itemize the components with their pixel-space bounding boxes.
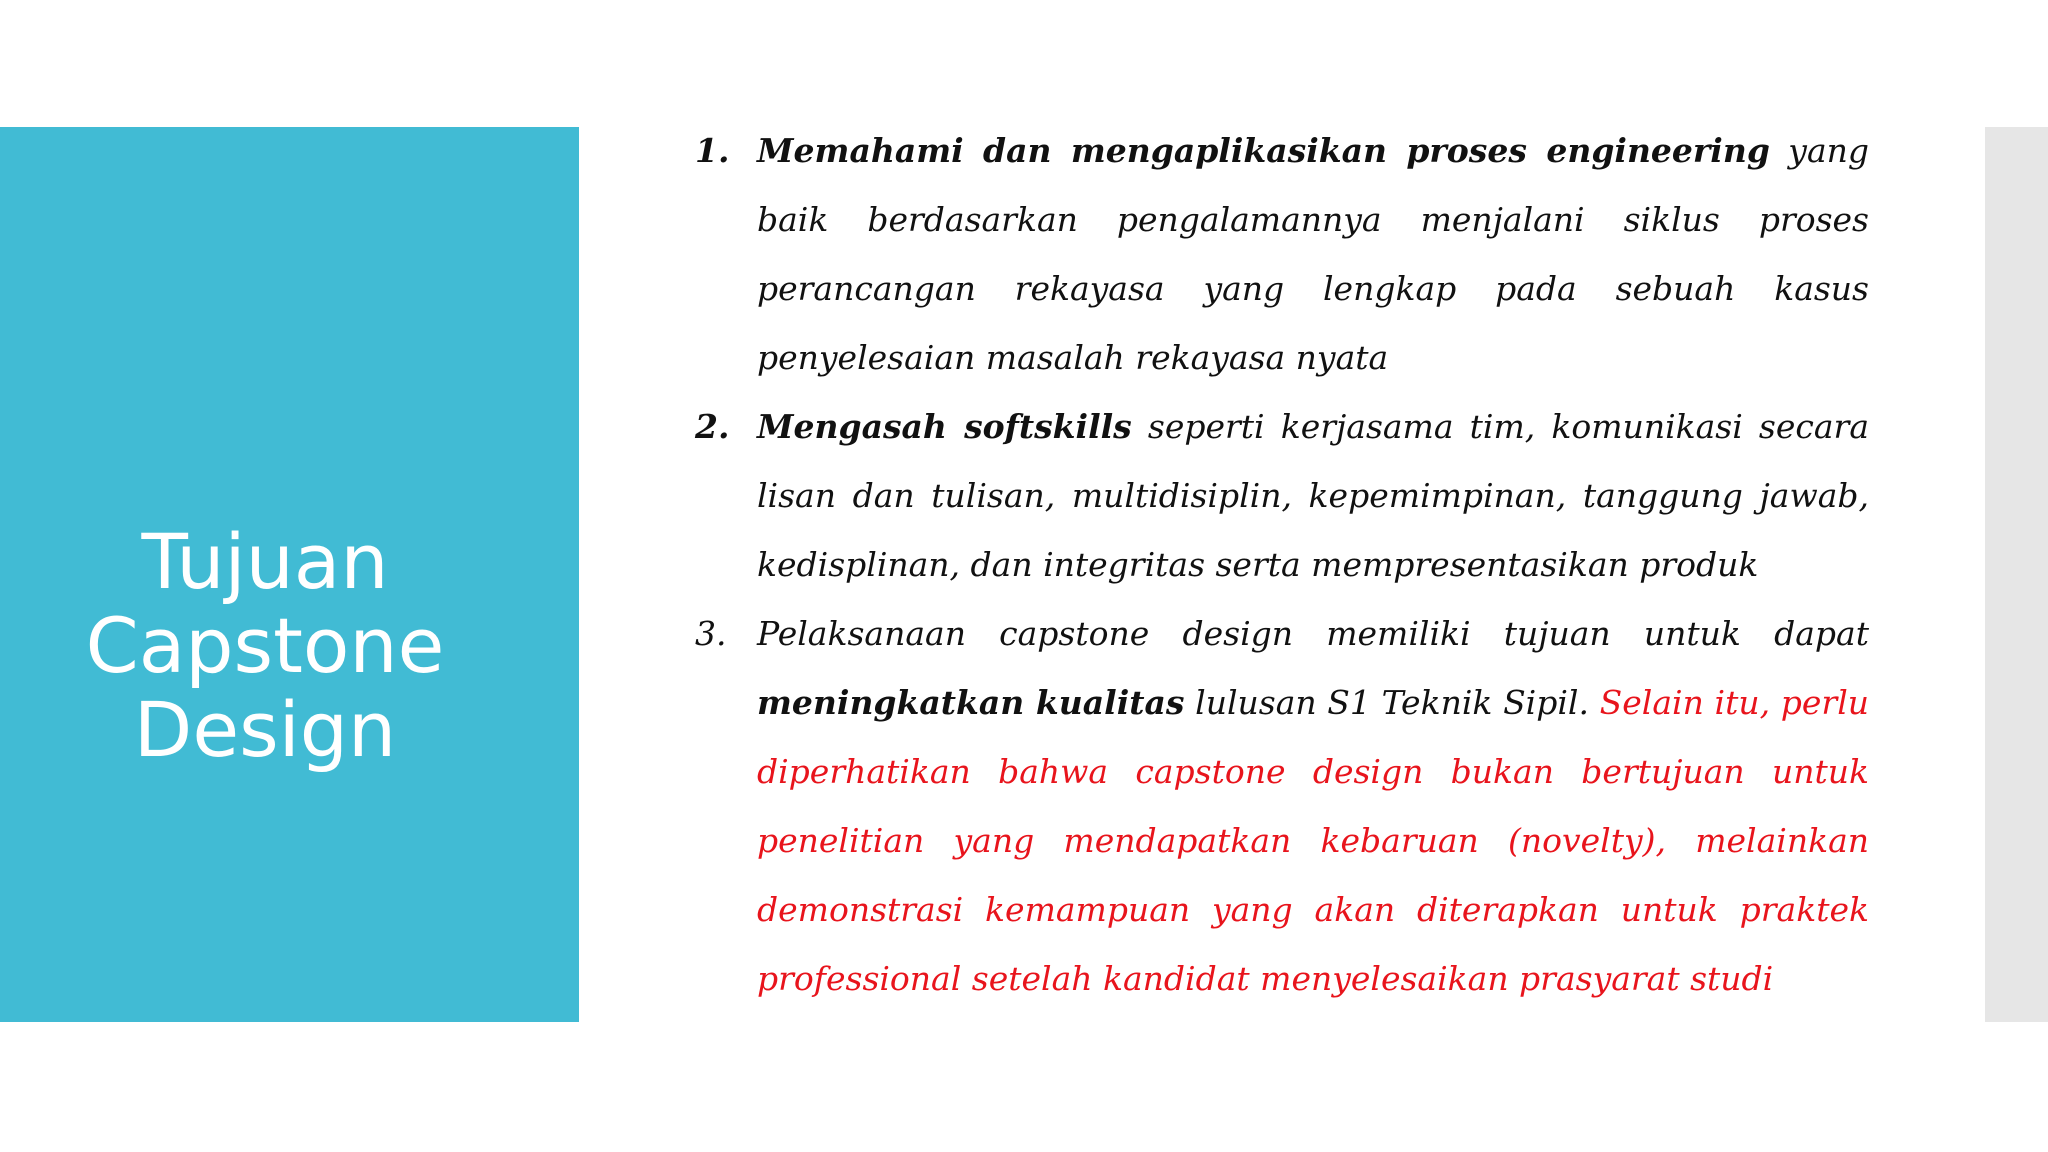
list-item-2 <box>695 392 1869 599</box>
item-text-after: lulusan S1 Teknik Sipil. <box>1184 683 1600 722</box>
item-number: 2. <box>695 407 730 446</box>
item-number: 1. <box>695 131 730 170</box>
item-bold-text: Mengasah softskills <box>757 407 1132 446</box>
item-number: 3. <box>695 614 727 653</box>
item-text: seperti kerjasama tim, komunikasi secara lisan dan tulisan, multidisiplin, kepemimpinan, tanggung jawab, kedisplinan, dan integritas serta mempresentasikan produk <box>757 407 1869 584</box>
title-line-3: Design <box>133 685 397 774</box>
list-item-3 <box>695 599 1869 1013</box>
objectives-list <box>695 116 1869 1013</box>
item-text-before: Pelaksanaan capstone design memiliki tujuan untuk dapat <box>757 614 1869 653</box>
title-line-2: Capstone <box>85 601 445 690</box>
decorative-side-bar <box>1985 127 2048 1022</box>
item-bold-text: Memahami dan mengaplikasikan proses engineering <box>757 131 1770 170</box>
item-text: yang baik berdasarkan pengalamannya menjalani siklus proses perancangan rekayasa yang lengkap pada sebuah kasus penyelesaian masalah rekayasa nyata <box>757 131 1869 377</box>
list-item-1 <box>695 116 1869 392</box>
title-line-1: Tujuan <box>141 517 389 606</box>
title-panel <box>0 127 579 1022</box>
item-highlight-text: Selain itu, perlu diperhatikan bahwa capstone design bukan bertujuan untuk penelitian yang mendapatkan kebaruan (novelty), melainkan demonstrasi kemampuan yang akan diterapkan untuk praktek professional setelah kandidat menyelesaikan prasyarat studi <box>757 683 1870 998</box>
slide-title <box>0 517 530 774</box>
item-bold-text: meningkatkan kualitas <box>757 683 1185 722</box>
